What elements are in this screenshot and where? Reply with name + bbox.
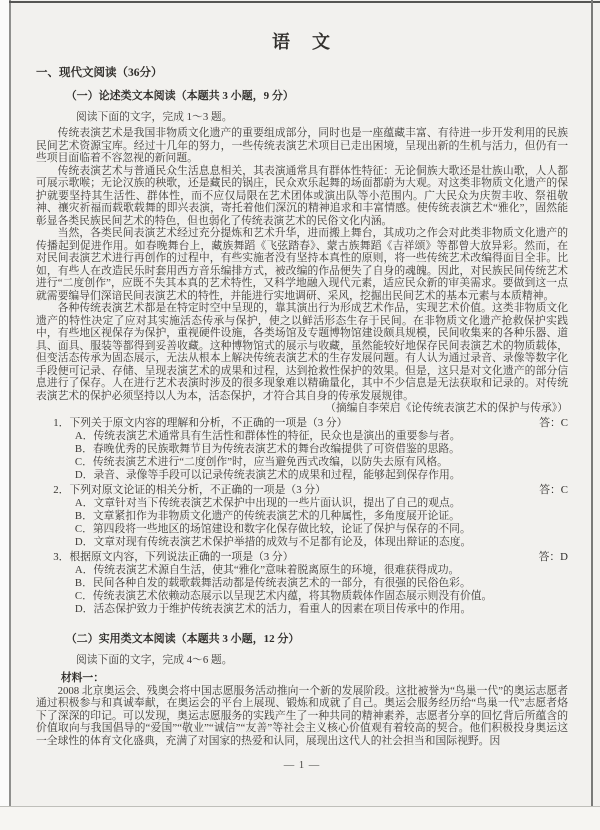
question-2: [36, 484, 568, 549]
question-1-option-b: B．春晚优秀的民族歌舞节目为传统表演艺术的舞台改编提供了可资借鉴的思路。: [74, 442, 460, 455]
part2-instruction: 阅读下面的文字，完成 4～6 题。: [75, 653, 233, 666]
page-content: [36, 28, 568, 771]
material-1-label: 材料一：: [60, 671, 105, 684]
passage-paragraph: 当然，各类民间表演艺术经过充分提炼和艺术升华，进而搬上舞台，其成功之作会对此类非物质文化遗产的传播起到促进作用。如春晚舞台上，藏族舞蹈《飞弦踏春》、蒙古族舞蹈《吉祥颂》等都曾大放异彩。然而，在对民间表演艺术进行再创作的过程中，有些实施者没有坚持本真性的原则，将一些传统艺术改编得面目全非。比如，有些人在改造民乐时套用西方音乐编排方式，被改编的作品便失了自身的魂魄。因此，对民族民间传统艺术进行“二度创作”，应既不失其本真的艺术特性，又科学地融入现代元素，适应民众新的审美需求。要做到这一点就需要编导们深谙民间表演艺术的特性，并能进行实地调研、采风，挖掘出民间艺术的基本元素与本质精神。: [36, 227, 568, 302]
page-title: 语 文: [272, 32, 332, 52]
question-2-option-a: A．文章针对当下传统表演艺术保护中出现的一些片面认识，提出了自己的观点。: [74, 496, 461, 509]
passage-paragraph: 传统表演艺术与普通民众生活息息相关，其表演通常具有群体性特征：无论侗族大歌还是壮族山歌，人人都可展示歌喉；无论汉族的秧歌，还是藏民的锅庄，民众欢乐起舞的场面都蔚为大观。对这类非物质文化遗产的保护就要坚持其生活性、群体性，而不应仅局限在艺术团体或演出队等小范围内。广大民众为庆贺丰收、祭祖敬神、禳灾祈福而载歌载舞的即兴表演，寄托着他们深沉的精神追求和丰富情感。使传统表演艺术“雅化”，固然能彰显各类民族民间艺术的特色，但也弱化了传统表演艺术的民俗文化内涵。: [36, 164, 568, 227]
scan-edge-left: [9, 0, 11, 807]
page-number: — 1 —: [283, 760, 321, 771]
scan-edge-right: [591, 0, 593, 807]
question-1: [36, 417, 568, 482]
part1-instruction: 阅读下面的文字，完成 1～3 题。: [75, 111, 233, 123]
scan-bottom-strip: [0, 807, 600, 830]
material-paragraph: 2008 北京奥运会、残奥会将中国志愿服务活动推向一个新的发展阶段。这批被誉为“鸟巢一代”的奥运志愿者通过积极参与和真诚奉献，在奥运会的平台上展现、锻炼和成就了自己。奥运会服务经历给“鸟巢一代”志愿者烙下了深深的印记。可以发现，奥运志愿服务的实践产生了一种共同的精神素养，志愿者分享的回忆背后所蕴含的价值取向与我国倡导的“爱国”“敬业”“诚信”“友善”等社会主义核心价值观有着较高的契合。他们积极投身奥运这一全球性的体育文化盛典，充满了对国家的热爱和认同，展现出这代人的社会担当和国际视野。因: [36, 684, 568, 747]
question-3-option-a: A．传统表演艺术源自生活，使其“雅化”意味着脱离原生的环境，很难获得成功。: [74, 563, 460, 576]
scan-edge-top: [9, 1, 600, 3]
part2-heading: （二）实用类文本阅读（本题共 3 小题，12 分）: [65, 632, 300, 645]
question-3-option-d: D．活态保护致力于维护传统表演艺术的活力，看重人的因素在项目传承中的作用。: [74, 602, 472, 615]
part1-heading: （一）论述类文本阅读（本题共 3 小题，9 分）: [65, 90, 294, 102]
section-heading-modern-reading: 一、现代文阅读（36分）: [36, 67, 163, 79]
question-2-option-b: B．文章紧扣作为非物质文化遗产的传统表演艺术的几种属性，多角度展开论证。: [74, 509, 460, 522]
question-3-stem: 3．根据原文内容，下列说法正确的一项是（3 分）: [53, 550, 294, 563]
section-spacer: [36, 618, 568, 630]
question-3-option-b: B．民间各种自发的载歌载舞活动都是传统表演艺术的一部分，有很强的民俗色彩。: [74, 576, 471, 589]
question-3-answer: 答：D: [538, 550, 568, 563]
question-1-stem: 1．下列关于原文内容的理解和分析，不正确的一项是（3 分）: [53, 416, 348, 429]
passage-paragraph: 传统表演艺术是我国非物质文化遗产的重要组成部分，同时也是一座蕴藏丰富、有待进一步开发利用的民族民间艺术资源宝库。经过十几年的努力，一些传统表演艺术项目已走出困境，呈现出新的生机与活力，但仍有一些项目面临着不容忽视的新问题。: [36, 127, 568, 164]
question-1-answer: 答：C: [539, 416, 568, 429]
question-1-option-c: C．传统表演艺术进行“二度创作”时，应当避免西式改编，以防失去原有风格。: [74, 455, 448, 468]
question-1-option-d: D．录音、录像等手段可以记录传统表演艺术的成果和过程，能够起到保存作用。: [74, 468, 461, 481]
scan-margin-strip: [0, 0, 9, 830]
material-1-text: [36, 685, 568, 748]
passage-text: [36, 127, 568, 402]
question-3-option-c: C．传统表演艺术依赖动态展示以呈现艺术内蕴，将其物质载体作固态展示则没有价值。: [74, 589, 493, 602]
passage-attribution: （摘编自李荣启《论传统表演艺术的保护与传承》）: [325, 402, 568, 414]
question-2-option-d: D．文章对现有传统表演艺术保护举措的成效与不足都有论及，体现出辩证的态度。: [74, 535, 472, 548]
passage-paragraph: 各种传统表演艺术都是在特定时空中呈现的，靠其演出行为形成艺术作品，实现艺术价值。这类非物质文化遗产的特性决定了应对其实施活态传承与保护，使之以鲜活形态生存于民间。在非物质文化遗产抢救保护实践中，有些地区视保存为保护，重视硬件设施，各类场馆及专题博物馆建设颇具规模，民间收集来的各种乐器、道具、面具、服装等都得到妥善收藏。这种博物馆式的展示与收藏，虽然能较好地保存民间表演艺术的物质载体，但变活态传承为固态展示，无法从根本上解决传统表演艺术的生存发展问题。有人认为通过录音、录像等数字化手段便可记录、存储、呈现表演艺术的成果和过程，达到抢救性保护的效果。但是，这只是对文化遗产的部分信息进行了保存。人在进行艺术表演时涉及的很多现象难以精确量化，其中不少信息是无法获取和记录的。对传统表演艺术的保护必须坚持以人为本，活态保护，才符合其自身的传承发展规律。: [36, 302, 568, 402]
question-1-option-a: A．传统表演艺术通常具有生活性和群体性的特征，民众也是演出的重要参与者。: [74, 429, 461, 442]
question-2-stem: 2．下列对原文论证的相关分析，不正确的一项是（3 分）: [53, 483, 326, 496]
question-2-answer: 答：C: [539, 483, 568, 496]
question-3: [36, 551, 568, 616]
question-2-option-c: C．第四段将一些地区的场馆建设和数字化保存做比较，论证了保护与保存的不同。: [74, 522, 471, 535]
